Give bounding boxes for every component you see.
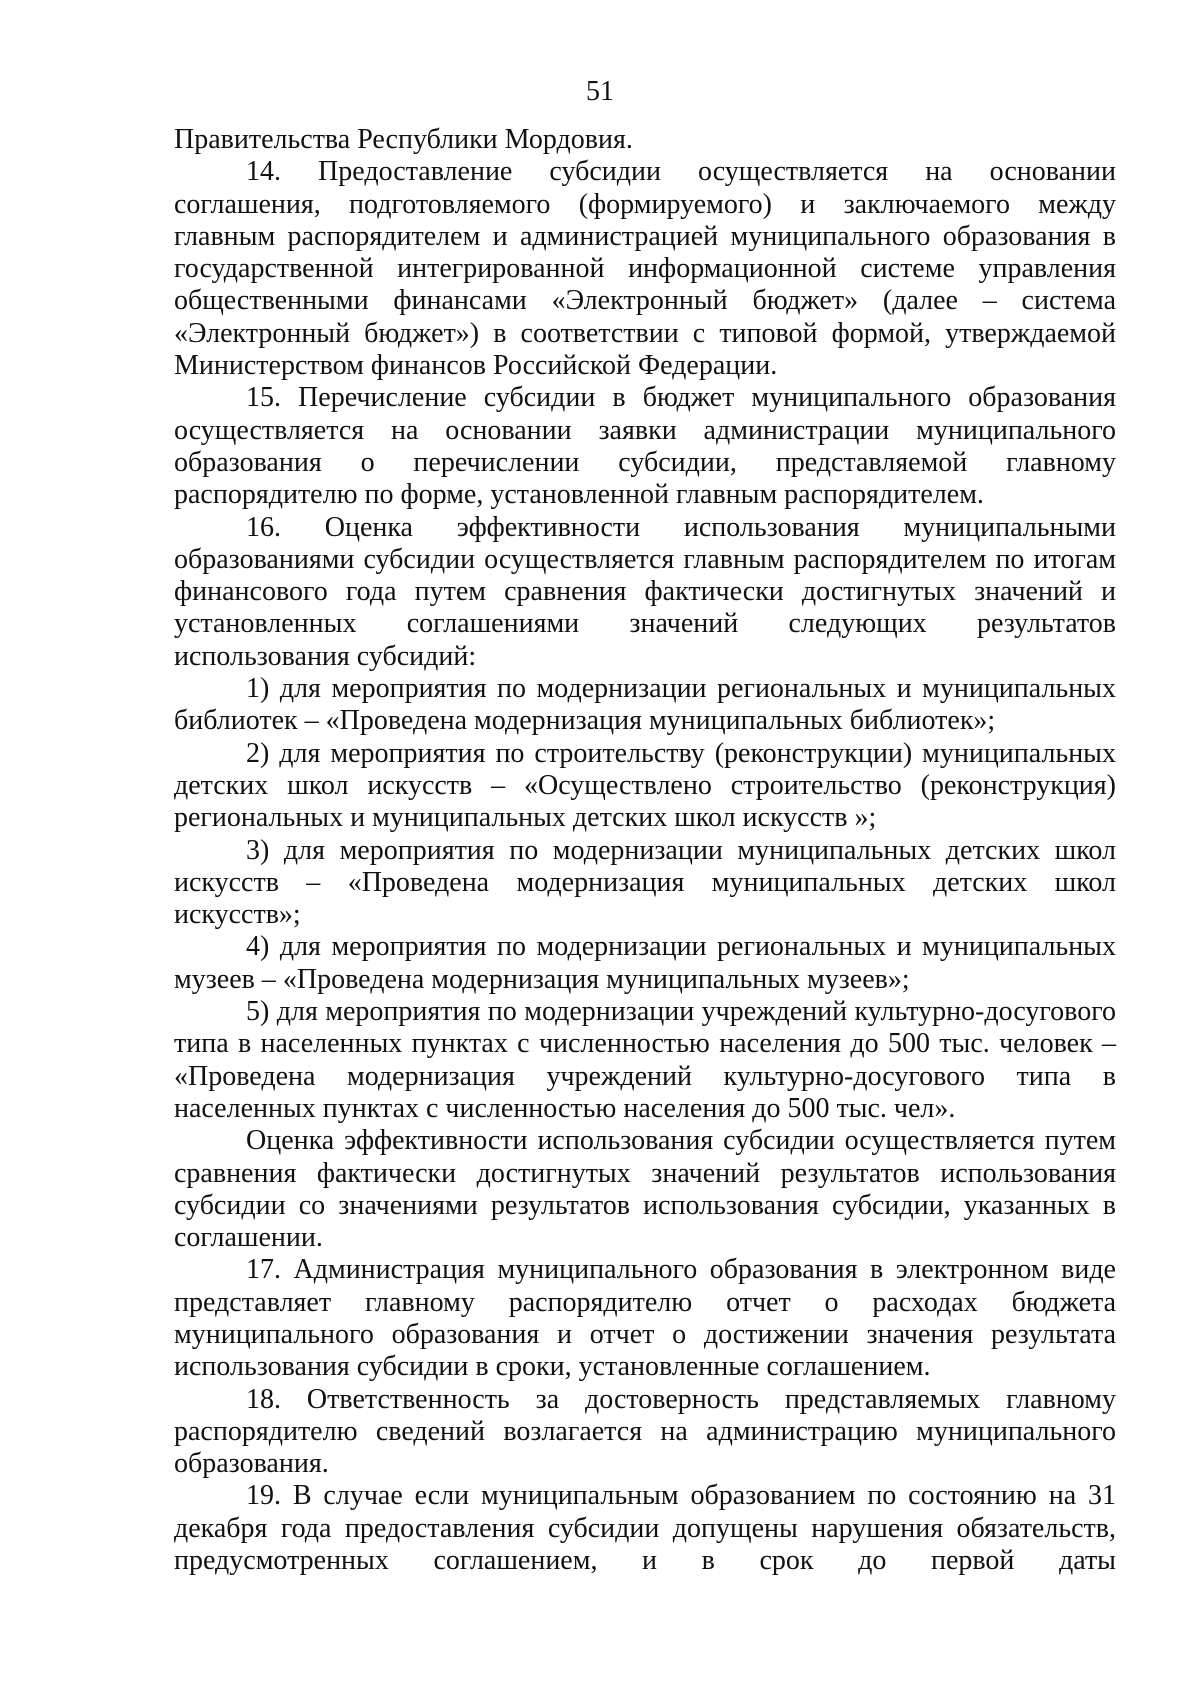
list-item-1: 1) для мероприятия по модернизации региональных и муниципальных библиотек – «Проведена модернизация муниципальных библиотек»;	[174, 673, 1116, 737]
list-item-3: 3) для мероприятия по модернизации муниципальных детских школ искусств – «Проведена модернизация муниципальных детских школ искусств»;	[174, 834, 1116, 931]
paragraph-item-15: 15. Перечисление субсидии в бюджет муниципального образования осуществляется на основании заявки администрации муниципального образования о перечислении субсидии, представляемой главному распорядителю по форме, установленной главным распорядителем.	[174, 382, 1116, 511]
paragraph-item-17: 17. Администрация муниципального образования в электронном виде представляет главному распорядителю отчет о расходах бюджета муниципального образования и отчет о достижении значения результата использования субсидии в сроки, установленные соглашением.	[174, 1254, 1116, 1383]
paragraph-item-16: 16. Оценка эффективности использования муниципальными образованиями субсидии осуществляется главным распорядителем по итогам финансового года путем сравнения фактически достигнутых значений и установленных соглашениями значений следующих результатов использования субсидий:	[174, 511, 1116, 672]
list-item-4: 4) для мероприятия по модернизации региональных и муниципальных музеев – «Проведена модернизация муниципальных музеев»;	[174, 931, 1116, 995]
list-item-5: 5) для мероприятия по модернизации учреждений культурно-досугового типа в населенных пунктах с численностью населения до 500 тыс. человек – «Проведена модернизация учреждений культурно-досугового типа в населенных пунктах с численностью населения до 500 тыс. чел».	[174, 996, 1116, 1124]
document-body	[174, 124, 1116, 1577]
paragraph-continuation: Правительства Республики Мордовия.	[174, 124, 633, 155]
paragraph-item-14: 14. Предоставление субсидии осуществляется на основании соглашения, подготовляемого (формируемого) и заключаемого между главным распорядителем и администрацией муниципального образования в государственной интегрированной информационной системе управления общественными финансами «Электронный бюджет» (далее – система «Электронный бюджет») в соответствии с типовой формой, утверждаемой Министерством финансов Российской Федерации.	[174, 156, 1116, 382]
page-number: 51	[586, 76, 614, 107]
paragraph-evaluation: Оценка эффективности использования субсидии осуществляется путем сравнения фактически достигнутых значений результатов использования субсидии со значениями результатов использования субсидии, указанных в соглашении.	[174, 1125, 1116, 1254]
paragraph-item-19: 19. В случае если муниципальным образованием по состоянию на 31 декабря года предоставления субсидии допущены нарушения обязательств, предусмотренных соглашением, и в срок до первой даты	[174, 1480, 1116, 1577]
list-item-2: 2) для мероприятия по строительству (реконструкции) муниципальных детских школ искусств – «Осуществлено строительство (реконструкция) региональных и муниципальных детских школ искусств »;	[174, 737, 1116, 834]
paragraph-item-18: 18. Ответственность за достоверность представляемых главному распорядителю сведений возлагается на администрацию муниципального образования.	[174, 1383, 1116, 1480]
